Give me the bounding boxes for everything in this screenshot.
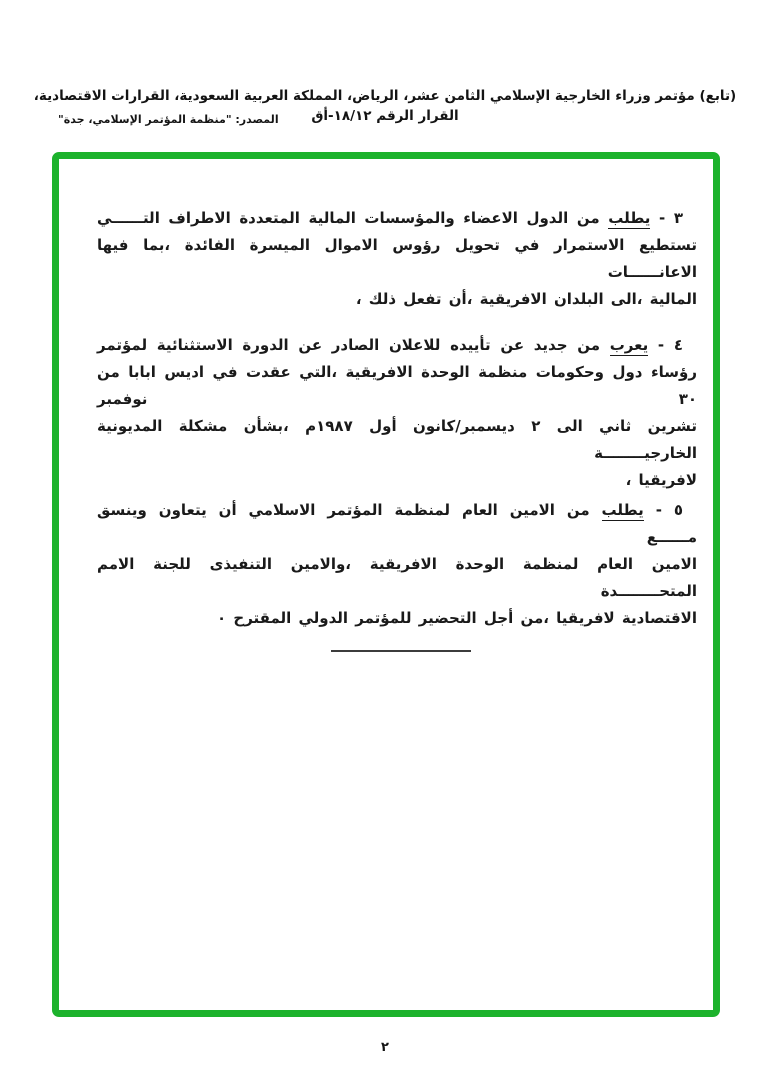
paragraph-4-line-1-text: من جديد عن تأييده للاعلان الصادر عن الدورة الاستثنائية لمؤتمر — [97, 336, 601, 354]
item-number-4: ٤ - — [657, 336, 683, 354]
paragraph-5-line-2: الامين العام لمنظمة الوحدة الافريقية ،والامين التنفيذى للجنة الامم المتحــــــــدة — [97, 555, 697, 600]
paragraph-3-line-1-text: من الدول الاعضاء والمؤسسات المالية المتعددة الاطراف التــــــي — [97, 209, 600, 227]
paragraph-5-line-1-text: من الامين العام لمنظمة المؤتمر الاسلامي أن يتعاون وينسق مــــــع — [97, 501, 697, 546]
paragraph-5 — [97, 497, 697, 632]
paragraph-3-line-2: تستطيع الاستمرار في تحويل رؤوس الاموال الميسرة الفائدة ،بما فيها الاعانــــــات — [97, 236, 697, 281]
paragraph-5-line-1 — [97, 497, 697, 551]
item-number-3: ٣ - — [659, 209, 683, 227]
paragraph-3 — [97, 205, 697, 313]
document-source-line: المصدر: "منظمة المؤتمر الإسلامي، جدة" — [58, 113, 279, 126]
paragraph-3-line-3: المالية ،الى البلدان الافريقية ،أن تفعل ذلك ، — [355, 290, 697, 308]
paragraph-4-line-4: لافريقيا ، — [625, 471, 697, 489]
document-frame — [52, 152, 720, 1017]
underlined-keyword: يطلب — [608, 209, 651, 227]
paragraph-3-line-1 — [97, 205, 697, 232]
item-number-5: ٥ - — [655, 501, 683, 519]
underlined-keyword: يعرب — [609, 336, 649, 354]
underlined-keyword: يطلب — [601, 501, 644, 519]
page-number: ٢ — [381, 1040, 389, 1055]
document-text-body — [97, 205, 697, 652]
paragraph-4 — [97, 332, 697, 494]
paragraph-5-line-3: الاقتصادية لافريقيا ،من أجل التحضير للمؤتمر الدولي المقترح ٠ — [217, 609, 697, 627]
paragraph-4-line-2: رؤساء دول وحكومات منظمة الوحدة الافريقية ،التي عقدت في اديس ابابا من ٣٠ نوفمبر — [97, 363, 697, 408]
separator-line — [331, 650, 471, 652]
paragraph-4-line-3: تشرين ثاني الى ٢ ديسمبر/كانون أول ١٩٨٧م ،بشأن مشكلة المديونية الخارجيــــــــة — [97, 417, 697, 462]
document-header-title: (تابع) مؤتمر وزراء الخارجية الإسلامي الثامن عشر، الرياض، المملكة العربية السعودية، القرارات الاقتصادية، القرار الرقم ١٨/١٢-أق — [33, 88, 737, 124]
paragraph-4-line-1 — [97, 332, 697, 359]
